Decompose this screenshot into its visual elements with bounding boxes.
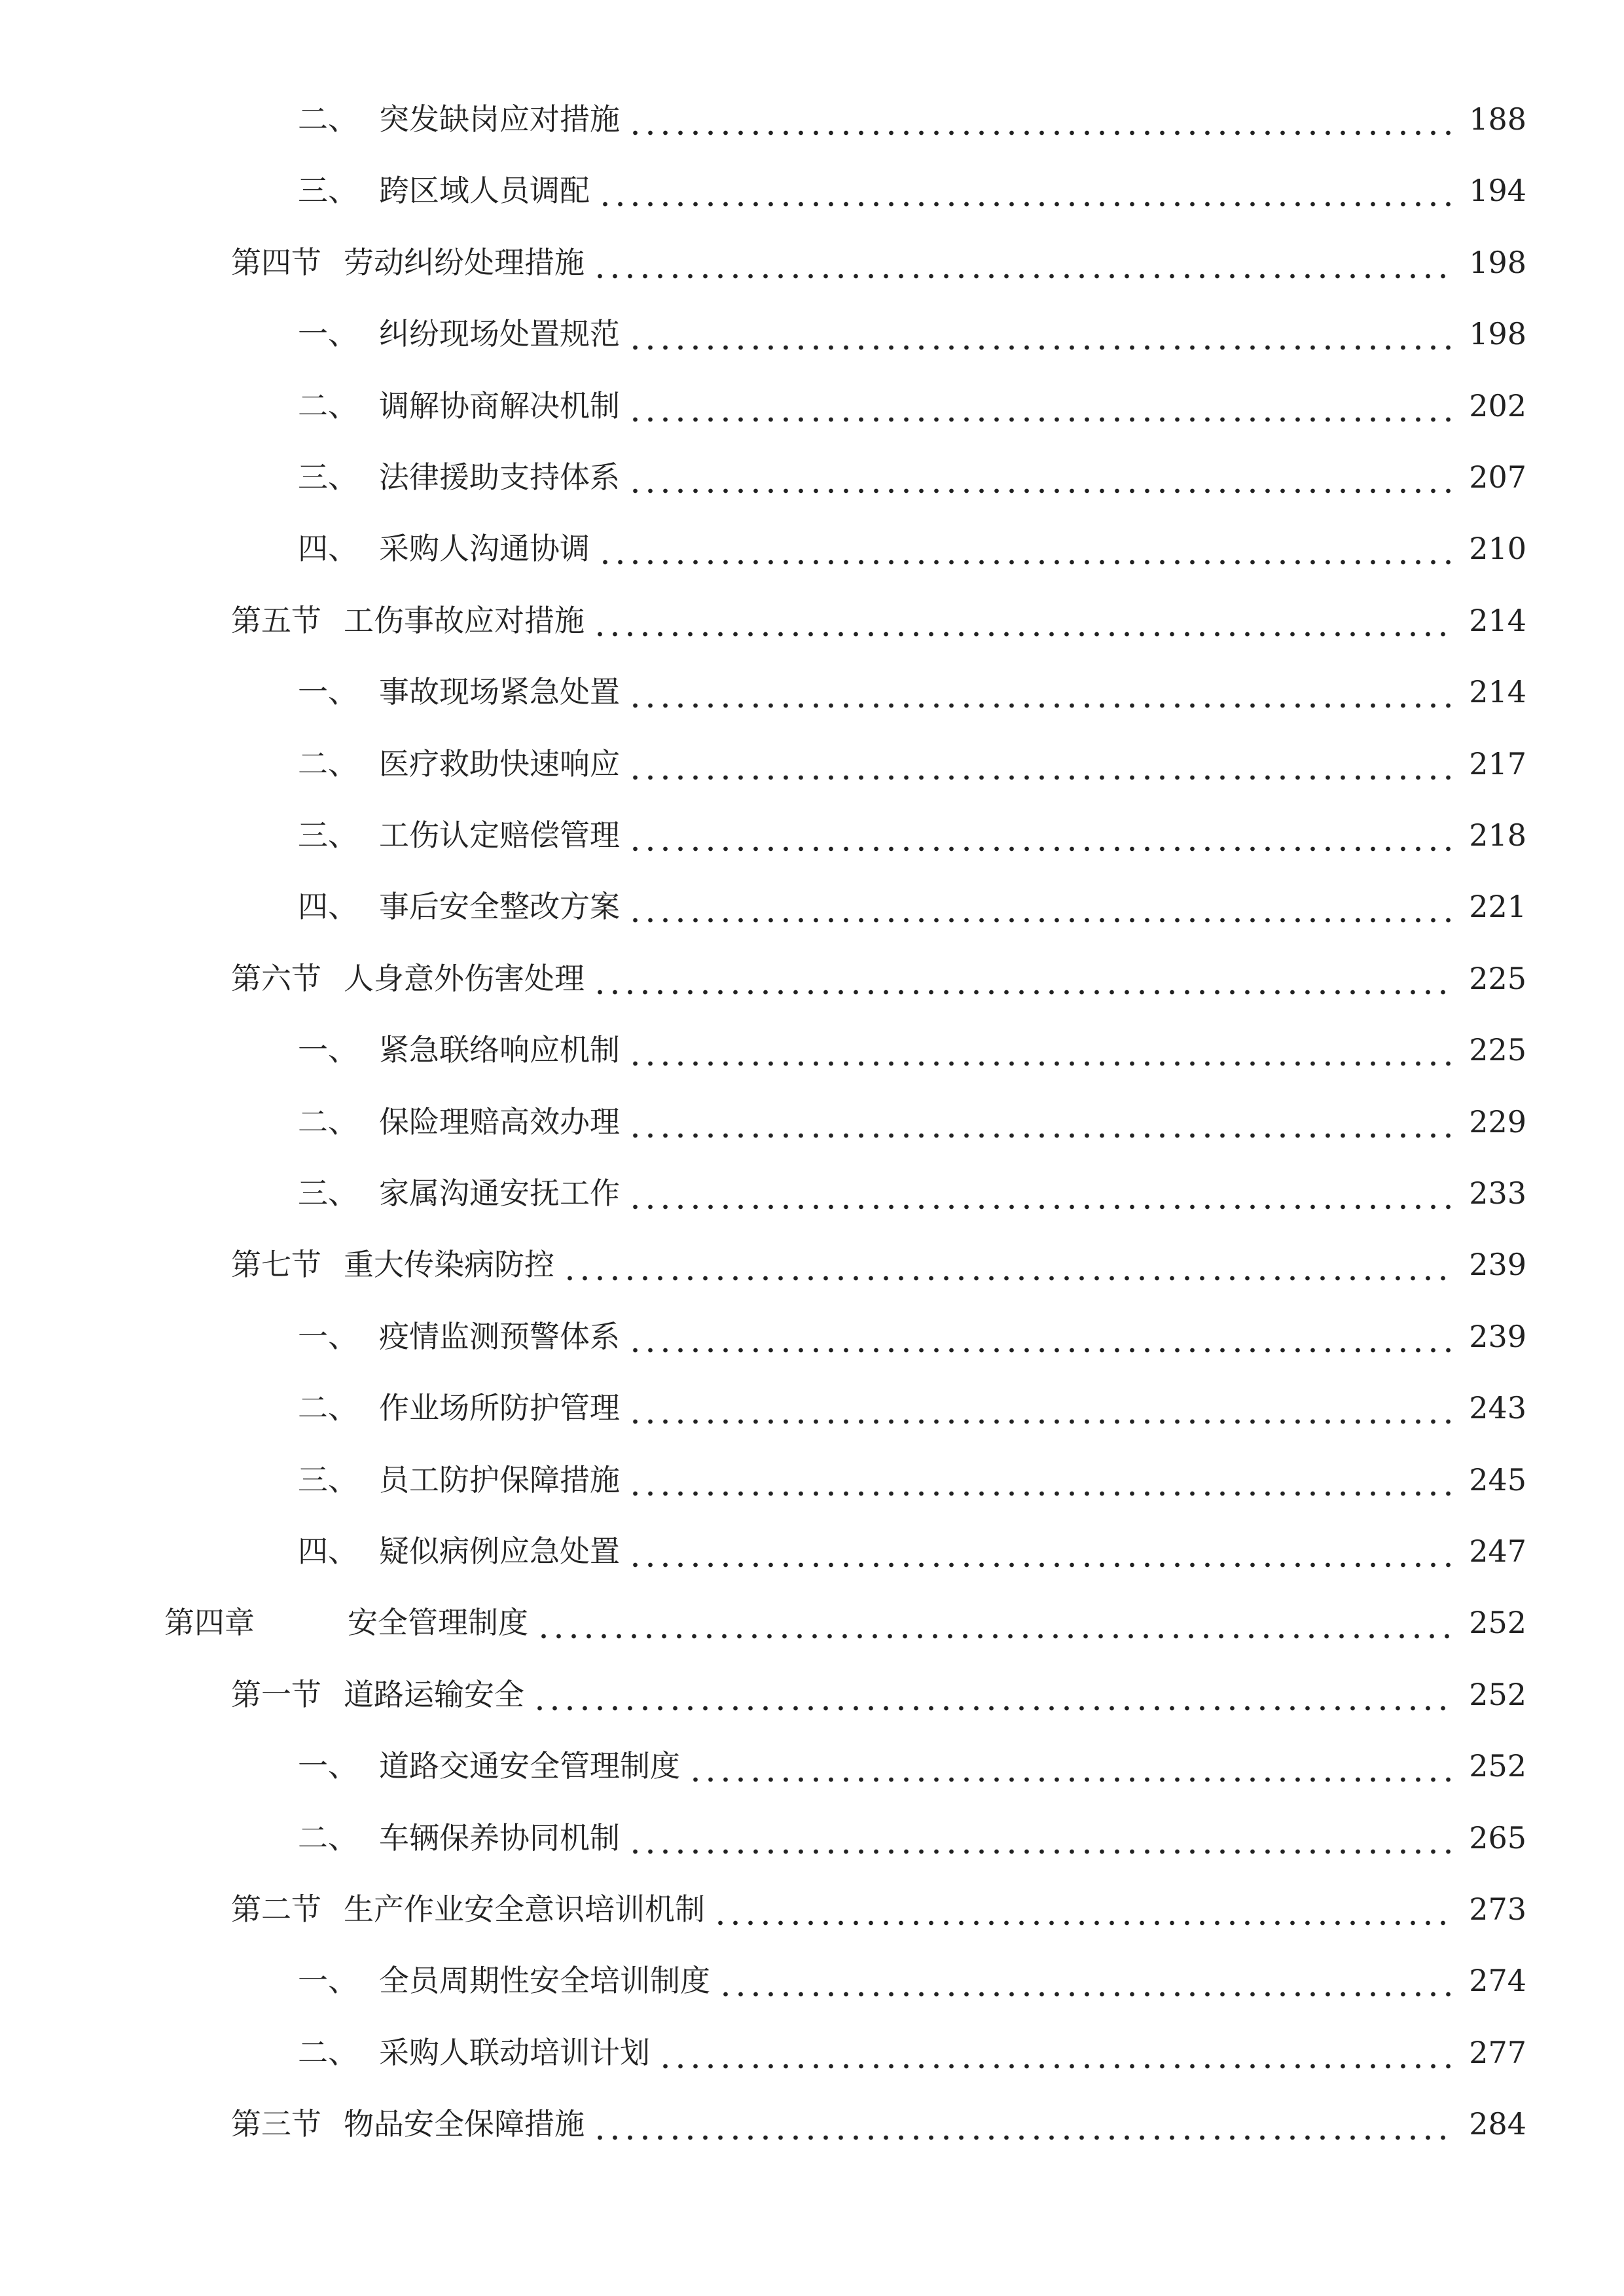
toc-entry-title: 事后安全整改方案: [379, 889, 620, 924]
toc-entry-page-number: 217: [1469, 746, 1526, 781]
toc-entry-page-number: 207: [1469, 459, 1526, 495]
toc-entry-page-number: 229: [1469, 1104, 1526, 1139]
toc-entry-number: 一、: [298, 1748, 358, 1784]
toc-dot-leader: [628, 1167, 1454, 1219]
toc-dot-leader: [628, 809, 1454, 861]
toc-entry-page-number: 233: [1469, 1175, 1526, 1211]
toc-entry-title: 道路运输安全: [344, 1677, 524, 1712]
toc-dot-leader: [713, 1883, 1454, 1935]
toc-entry-title: 保险理赔高效办理: [379, 1104, 620, 1139]
toc-entry-page-number: 247: [1469, 1534, 1526, 1569]
toc-entry-number: 三、: [298, 817, 358, 853]
toc-entry-page-number: 252: [1469, 1748, 1526, 1784]
toc-entry-number: 第三节: [231, 2106, 321, 2142]
toc-entry-number: 二、: [298, 101, 358, 137]
toc-dot-leader: [628, 880, 1454, 933]
toc-entry-page-number: 198: [1469, 316, 1526, 351]
toc-entry-title: 采购人联动培训计划: [379, 2035, 650, 2070]
toc-entry-title: 紧急联络响应机制: [379, 1032, 620, 1067]
toc-entry-page-number: 198: [1469, 245, 1526, 280]
toc-entry[interactable]: [298, 380, 1526, 432]
toc-dot-leader: [628, 1525, 1454, 1577]
toc-entry-title: 道路交通安全管理制度: [379, 1748, 680, 1784]
toc-entry-page-number: 252: [1469, 1605, 1526, 1640]
toc-entry[interactable]: [231, 1668, 1526, 1721]
toc-entry-number: 一、: [298, 316, 358, 351]
toc-entry[interactable]: [298, 1382, 1526, 1434]
toc-entry[interactable]: [298, 451, 1526, 503]
toc-entry[interactable]: [298, 1812, 1526, 1864]
toc-dot-leader: [628, 738, 1454, 790]
toc-entry-title: 生产作业安全意识培训机制: [344, 1892, 705, 1927]
toc-entry-page-number: 210: [1469, 531, 1526, 566]
toc-dot-leader: [688, 1740, 1454, 1792]
toc-entry[interactable]: [231, 1883, 1526, 1935]
toc-dot-leader: [598, 164, 1454, 217]
toc-entry-page-number: 214: [1469, 674, 1526, 709]
toc-dot-leader: [628, 1096, 1454, 1148]
toc-dot-leader: [658, 2026, 1454, 2079]
toc-entry-page-number: 202: [1469, 388, 1526, 423]
toc-dot-leader: [718, 1954, 1454, 2007]
toc-entry-page-number: 225: [1469, 1032, 1526, 1067]
toc-entry[interactable]: [231, 594, 1526, 647]
toc-entry-page-number: 273: [1469, 1892, 1526, 1927]
toc-entry-title: 工伤事故应对措施: [344, 603, 585, 638]
toc-entry-title: 物品安全保障措施: [344, 2106, 585, 2142]
toc-entry-page-number: 245: [1469, 1462, 1526, 1498]
toc-entry-number: 三、: [298, 459, 358, 495]
toc-entry-title: 人身意外伤害处理: [344, 961, 585, 996]
toc-entry[interactable]: [298, 880, 1526, 933]
toc-entry-title: 事故现场紧急处置: [379, 674, 620, 709]
toc-entry-number: 一、: [298, 1963, 358, 1998]
toc-entry[interactable]: [231, 236, 1526, 289]
toc-dot-leader: [628, 451, 1454, 503]
toc-entry-title: 调解协商解决机制: [379, 388, 620, 423]
toc-entry-number: 二、: [298, 388, 358, 423]
toc-entry-page-number: 218: [1469, 817, 1526, 853]
toc-entry[interactable]: [298, 1954, 1526, 2007]
toc-dot-leader: [628, 1024, 1454, 1076]
toc-entry[interactable]: [298, 522, 1526, 575]
toc-entry-page-number: 274: [1469, 1963, 1526, 1998]
toc-entry-title: 医疗救助快速响应: [379, 746, 620, 781]
toc-entry-page-number: 239: [1469, 1247, 1526, 1282]
toc-entry-number: 第四节: [231, 245, 321, 280]
toc-entry-number: 一、: [298, 674, 358, 709]
toc-entry-title: 车辆保养协同机制: [379, 1820, 620, 1856]
toc-entry-number: 二、: [298, 1820, 358, 1856]
toc-entry[interactable]: [298, 2026, 1526, 2079]
toc-dot-leader: [598, 522, 1454, 575]
toc-entry-number: 第七节: [231, 1247, 321, 1282]
toc-entry-title: 疫情监测预警体系: [379, 1319, 620, 1354]
toc-entry-number: 第二节: [231, 1892, 321, 1927]
toc-entry-number: 二、: [298, 2035, 358, 2070]
toc-dot-leader: [628, 1310, 1454, 1363]
toc-entry-title: 疑似病例应急处置: [379, 1534, 620, 1569]
toc-dot-leader: [628, 93, 1454, 145]
toc-entry[interactable]: [298, 1024, 1526, 1076]
toc-entry[interactable]: [298, 164, 1526, 217]
toc-dot-leader: [592, 952, 1454, 1005]
toc-entry-number: 二、: [298, 746, 358, 781]
toc-entry-title: 家属沟通安抚工作: [379, 1175, 620, 1211]
toc-entry[interactable]: [298, 738, 1526, 790]
toc-entry-page-number: 221: [1469, 889, 1526, 924]
toc-entry[interactable]: [164, 1596, 1526, 1649]
toc-entry[interactable]: [298, 1740, 1526, 1792]
toc-entry-number: 一、: [298, 1319, 358, 1354]
toc-entry-page-number: 252: [1469, 1677, 1526, 1712]
toc-entry-title: 全员周期性安全培训制度: [379, 1963, 710, 1998]
toc-entry-number: 二、: [298, 1390, 358, 1426]
toc-entry-page-number: 284: [1469, 2106, 1526, 2142]
toc-dot-leader: [536, 1596, 1454, 1649]
toc-entry-page-number: 239: [1469, 1319, 1526, 1354]
toc-entry-page-number: 277: [1469, 2035, 1526, 2070]
toc-dot-leader: [628, 666, 1454, 718]
toc-entry-title: 安全管理制度: [348, 1605, 528, 1640]
toc-entry[interactable]: [298, 1096, 1526, 1148]
toc-entry-page-number: 194: [1469, 173, 1526, 208]
toc-entry-title: 法律援助支持体系: [379, 459, 620, 495]
toc-entry[interactable]: [231, 2098, 1526, 2150]
toc-entry-title: 跨区域人员调配: [379, 173, 590, 208]
toc-entry-number: 四、: [298, 1534, 358, 1569]
toc-dot-leader: [628, 1812, 1454, 1864]
toc-dot-leader: [628, 308, 1454, 360]
toc-entry-page-number: 243: [1469, 1390, 1526, 1426]
toc-dot-leader: [532, 1668, 1454, 1721]
toc-dot-leader: [628, 380, 1454, 432]
toc-entry[interactable]: [298, 1454, 1526, 1506]
toc-dot-leader: [562, 1238, 1454, 1291]
toc-entry[interactable]: [231, 952, 1526, 1005]
toc-entry[interactable]: [298, 666, 1526, 718]
toc-entry-page-number: 214: [1469, 603, 1526, 638]
toc-dot-leader: [592, 594, 1454, 647]
toc-entry-title: 重大传染病防控: [344, 1247, 554, 1282]
toc-dot-leader: [592, 2098, 1454, 2150]
toc-entry-number: 第五节: [231, 603, 321, 638]
toc-entry-number: 三、: [298, 1175, 358, 1211]
toc-entry[interactable]: [298, 809, 1526, 861]
toc-entry-title: 纠纷现场处置规范: [379, 316, 620, 351]
toc-dot-leader: [628, 1454, 1454, 1506]
toc-entry-number: 四、: [298, 531, 358, 566]
toc-entry-title: 劳动纠纷处理措施: [344, 245, 585, 280]
toc-dot-leader: [592, 236, 1454, 289]
toc-entry[interactable]: [298, 1310, 1526, 1363]
toc-entry[interactable]: [298, 308, 1526, 360]
toc-entry-title: 作业场所防护管理: [379, 1390, 620, 1426]
toc-entry[interactable]: [298, 93, 1526, 145]
toc-entry[interactable]: [298, 1167, 1526, 1219]
toc-entry[interactable]: [298, 1525, 1526, 1577]
toc-entry-page-number: 225: [1469, 961, 1526, 996]
toc-entry-title: 员工防护保障措施: [379, 1462, 620, 1498]
toc-entry-title: 突发缺岗应对措施: [379, 101, 620, 137]
toc-entry-title: 采购人沟通协调: [379, 531, 590, 566]
toc-entry[interactable]: [231, 1238, 1526, 1291]
toc-entry-title: 工伤认定赔偿管理: [379, 817, 620, 853]
toc-dot-leader: [628, 1382, 1454, 1434]
toc-entry-number: 四、: [298, 889, 358, 924]
toc-entry-number: 第一节: [231, 1677, 321, 1712]
toc-entry-number: 第六节: [231, 961, 321, 996]
toc-entry-page-number: 265: [1469, 1820, 1526, 1856]
toc-entry-number: 三、: [298, 1462, 358, 1498]
toc-entry-number: 二、: [298, 1104, 358, 1139]
toc-entry-page-number: 188: [1469, 101, 1526, 137]
toc-entry-number: 第四章: [164, 1605, 255, 1640]
toc-entry-number: 三、: [298, 173, 358, 208]
toc-entry-number: 一、: [298, 1032, 358, 1067]
